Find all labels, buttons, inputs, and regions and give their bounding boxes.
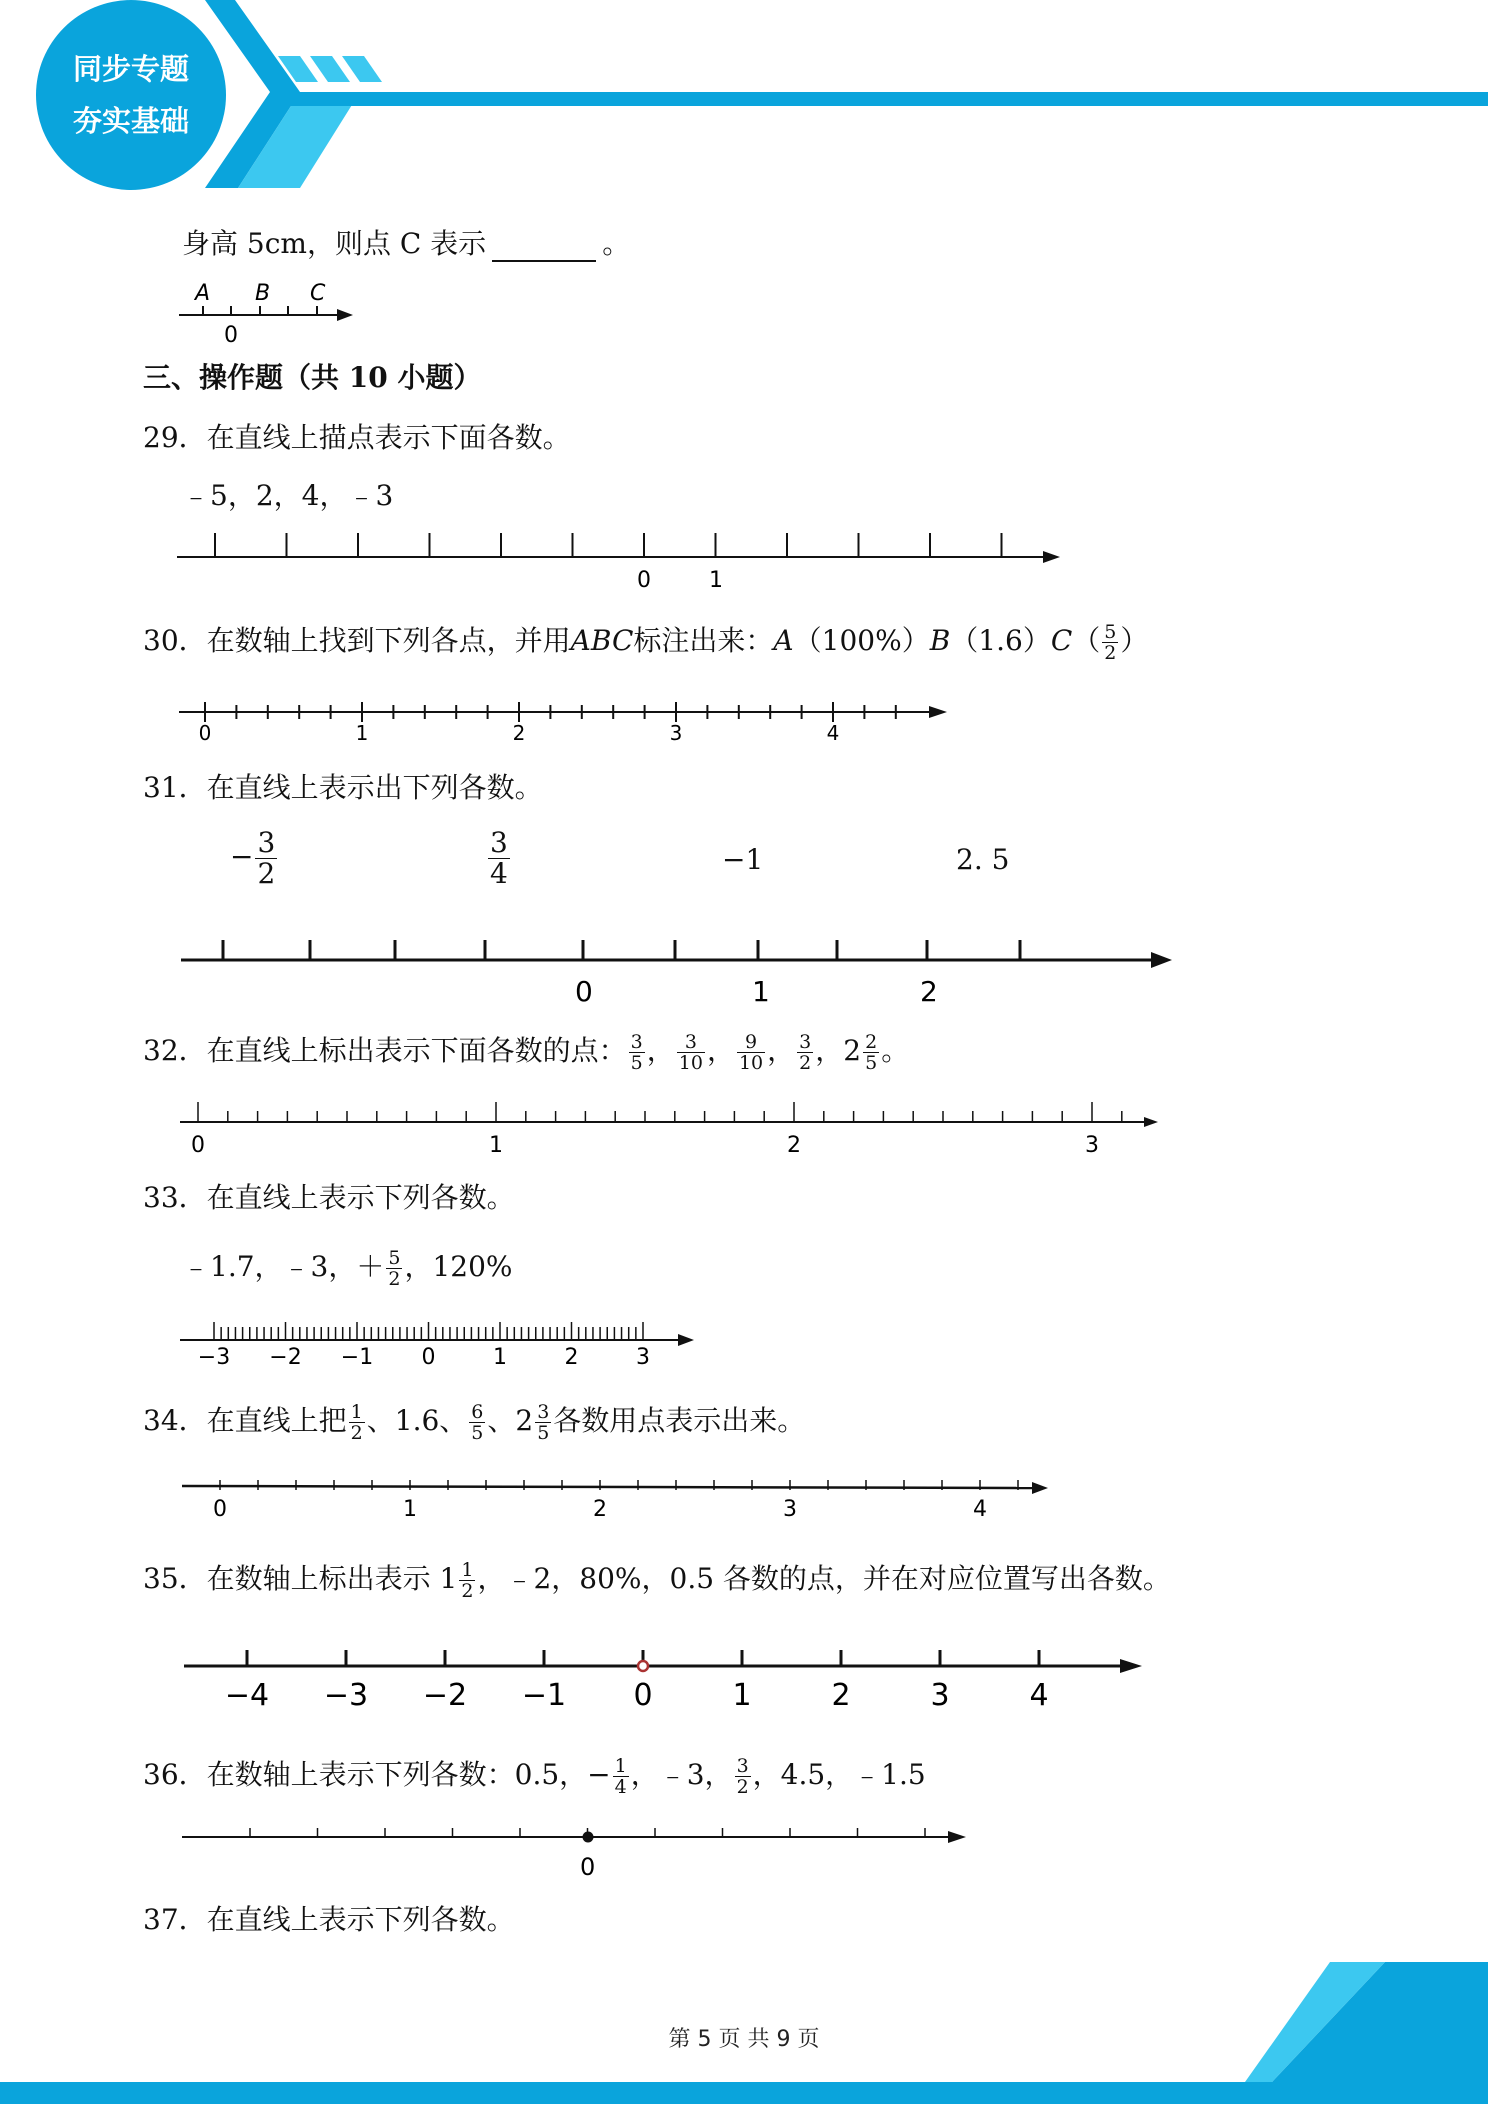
q33-number-line [178,1318,718,1378]
q35-axis-label: 2 [831,1678,851,1713]
q29-label-0: 0 [637,568,651,593]
q35-axis-label: −1 [521,1678,567,1713]
q28-tail-text: 身高 5cm，则点 C 表示 。 [182,227,631,260]
q31-label-0: 0 [575,975,593,1008]
q33-axis-label: −2 [269,1345,302,1370]
q35-axis-label: −4 [224,1678,270,1713]
q36-prompt: 36．在数轴上表示下列各数：0.5，− $\frac{1}{4}$ ，﹣3， $\frac{3}{2}$ ，4.5，﹣1.5 [143,1755,926,1798]
q32-axis-label: 0 [191,1133,205,1158]
q31-label-1: 1 [752,975,770,1008]
label-c: C [310,281,326,306]
q35-prompt: 35．在数轴上标出表示 1 $\frac{1}{2}$ ，﹣2，80%，0.5 各数的点，并在对应位置写出各数。 [143,1559,1171,1602]
q33-axis-label: 2 [564,1345,579,1370]
header-badge [36,0,226,190]
q30-axis-label: 3 [669,721,683,745]
q32-axis-label: 3 [1085,1133,1099,1158]
q31-value-neg-1: −1 [722,843,764,876]
q35-axis-label: 1 [732,1678,752,1713]
q33-axis-label: −3 [197,1345,231,1370]
q34-axis-label: 2 [593,1497,607,1522]
q32-number-line [180,1098,1180,1158]
q30-axis-label: 4 [826,721,840,745]
q29-number-line [175,525,1075,595]
q35-axis-label: −3 [323,1678,369,1713]
origin-dot [583,1832,594,1843]
q30-number-line [175,692,975,752]
q33-axis-label: 1 [493,1345,507,1370]
q29-values: ﹣5，2，4，﹣3 [182,479,394,512]
q29-label-1: 1 [709,568,723,593]
q31-label-2: 2 [920,975,938,1008]
q33-axis-label: 3 [636,1345,650,1370]
q35-axis-label: 3 [930,1678,950,1713]
label-b: B [255,281,271,306]
q35-axis-label: 4 [1029,1678,1049,1713]
q31-number-line [175,930,1175,1010]
section-title: 三、操作题（共 10 小题） [143,361,482,394]
label-a: A [195,281,211,306]
q35-number-line [180,1640,1180,1730]
q33-axis-label: −1 [340,1345,374,1370]
q28-number-line [175,270,375,350]
badge-line2: 夯实基础 [72,104,189,138]
q31-value-neg-3-2: − $\frac{3}{2}$ [230,826,276,890]
q34-axis-label: 1 [403,1497,417,1522]
label-zero: 0 [224,323,238,348]
q34-axis-label: 0 [213,1497,227,1522]
q34-number-line [180,1472,1080,1532]
q33-values: ﹣1.7，﹣3，＋ $\frac{5}{2}$ ，120% [182,1247,513,1290]
q36-label-0: 0 [580,1853,596,1881]
q33-axis-label: 0 [421,1345,436,1370]
q33-prompt: 33．在直线上表示下列各数。 [143,1181,515,1214]
q35-axis-label: −2 [422,1678,468,1713]
q36-number-line [180,1820,980,1890]
q30-prompt: 30．在数轴上找到下列各点，并用ABC标注出来：A（100%）B（1.6）C（ $\frac{5}{2}$ ） [143,621,1149,664]
badge-line1: 同步专题 [72,52,189,86]
q31-prompt: 31．在直线上表示出下列各数。 [143,771,543,804]
answer-blank [492,236,596,262]
q30-axis-label: 2 [512,721,526,745]
q30-axis-label: 0 [198,721,212,745]
origin-dot [638,1661,648,1671]
q34-prompt: 34．在直线上把 $\frac{1}{2}$ 、1.6、 $\frac{6}{5}$ 、2 $\frac{3}{5}$ 各数用点表示出来。 [143,1401,806,1444]
q32-prompt: 32．在直线上标出表示下面各数的点： $\frac{3}{5}$ ， $\frac{3}{10}$ ， $\frac{9}{10}$ ， $\frac{3}{2}$ ，2 $\frac{2}{5}$ 。 [143,1031,910,1074]
q30-axis-label: 1 [355,721,369,745]
q34-axis-label: 3 [783,1497,797,1522]
q29-prompt: 29．在直线上描点表示下面各数。 [143,421,571,454]
q35-axis-label: 0 [633,1678,653,1713]
q32-axis-label: 2 [787,1133,801,1158]
q31-value-2-5: 2. 5 [956,843,1010,876]
q31-value-3-4: $\frac{3}{4}$ [490,826,508,890]
q37-prompt: 37．在直线上表示下列各数。 [143,1903,515,1936]
q34-axis-label: 4 [973,1497,987,1522]
page-number: 第 5 页 共 9 页 [668,2027,820,2052]
fraction: $\frac{5}{2}$ [1104,621,1117,664]
q32-axis-label: 1 [489,1133,503,1158]
